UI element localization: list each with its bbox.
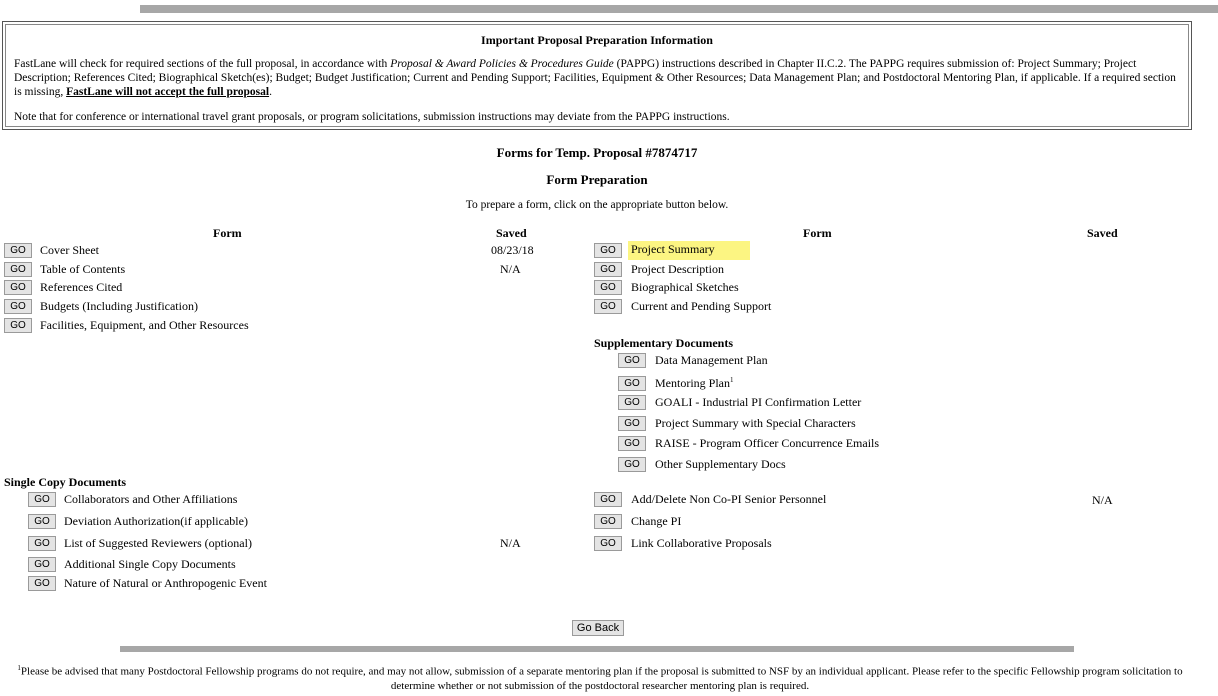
go-button-raise[interactable]: GO <box>618 436 646 451</box>
footnote-number: 1 <box>17 664 21 672</box>
project-summary-highlight: Project Summary <box>628 241 750 260</box>
go-button-special-characters[interactable]: GO <box>618 416 646 431</box>
go-button-senior-personnel[interactable]: GO <box>594 492 622 507</box>
form-label-table-of-contents: Table of Contents <box>40 262 126 276</box>
supp-label-mentoring-plan <box>655 376 734 391</box>
saved-status-senior-personnel: N/A <box>1092 493 1113 507</box>
info-title: Important Proposal Preparation Information <box>481 33 713 47</box>
form-label-project-summary <box>631 242 750 257</box>
right-label-link-collaborative: Link Collaborative Proposals <box>631 536 772 550</box>
supp-label-raise: RAISE - Program Officer Concurrence Emails <box>655 436 880 450</box>
go-button-natural-event[interactable]: GO <box>28 576 56 591</box>
go-button-cover-sheet[interactable]: GO <box>4 243 32 258</box>
form-label-references-cited: References Cited <box>40 280 123 294</box>
form-label-cover-sheet: Cover Sheet <box>40 243 99 257</box>
single-label-natural-event: Nature of Natural or Anthropogenic Event <box>64 576 267 590</box>
go-button-suggested-reviewers[interactable]: GO <box>28 536 56 551</box>
top-divider <box>140 5 1218 13</box>
go-back-button[interactable]: Go Back <box>572 620 624 636</box>
left-saved-header: Saved <box>496 226 527 240</box>
forms-title: Forms for Temp. Proposal #7874717 <box>496 145 698 160</box>
go-button-deviation[interactable]: GO <box>28 514 56 529</box>
single-label-additional-single-copy: Additional Single Copy Documents <box>64 557 236 571</box>
saved-status-suggested-reviewers: N/A <box>500 536 521 550</box>
go-button-data-management-plan[interactable]: GO <box>618 353 646 368</box>
info-paragraph <box>14 57 1182 99</box>
info-box <box>2 21 1192 130</box>
mentoring-plan-text: Mentoring Plan <box>655 376 730 390</box>
right-label-change-pi: Change PI <box>631 514 682 528</box>
supp-label-special-characters: Project Summary with Special Characters <box>655 416 856 430</box>
right-saved-header: Saved <box>1087 226 1118 240</box>
info-text-end: . <box>269 86 272 98</box>
go-button-change-pi[interactable]: GO <box>594 514 622 529</box>
left-form-header: Form <box>213 226 242 240</box>
go-button-link-collaborative[interactable]: GO <box>594 536 622 551</box>
go-button-current-pending-support[interactable]: GO <box>594 299 622 314</box>
supp-label-data-management-plan: Data Management Plan <box>655 353 768 367</box>
supp-label-goali: GOALI - Industrial PI Confirmation Letter <box>655 395 862 409</box>
form-label-budgets: Budgets (Including Justification) <box>40 299 198 313</box>
go-button-goali[interactable]: GO <box>618 395 646 410</box>
go-button-biographical-sketches[interactable]: GO <box>594 280 622 295</box>
go-button-other-supplementary[interactable]: GO <box>618 457 646 472</box>
supplementary-title: Supplementary Documents <box>594 336 734 350</box>
go-button-references-cited[interactable]: GO <box>4 280 32 295</box>
pappg-title: Proposal & Award Policies & Procedures Guide <box>390 58 614 70</box>
go-button-mentoring-plan[interactable]: GO <box>618 376 646 391</box>
info-note: Note that for conference or international travel grant proposals, or program solicitations, submission instructions may deviate from the PAPPG instructions. <box>14 111 730 123</box>
single-copy-title: Single Copy Documents <box>4 475 127 489</box>
info-text-1: FastLane will check for required sections of the full proposal, in accordance with <box>14 58 391 70</box>
fastlane-warning: FastLane will not accept the full proposal <box>66 86 270 98</box>
instruction-text: To prepare a form, click on the appropriate button below. <box>465 199 729 211</box>
go-button-collaborators[interactable]: GO <box>28 492 56 507</box>
form-label-current-pending-support: Current and Pending Support <box>631 299 772 313</box>
go-button-facilities[interactable]: GO <box>4 318 32 333</box>
info-text-2: (PAPPG) instructions described in Chapter II.C.2. The PAPPG requires submission of: Project Summary; Project Description; References Cited; Biographical Sketch(es); Budget; Budget Justification; Current and Pending Support; Facilities, Equipment & Other Resources; Data Management Plan; and Postdoctoral Mentoring Plan, if applicable. If a required section is missing, <box>14 58 1176 98</box>
info-box-inner <box>5 24 1189 127</box>
footnote-marker: 1 <box>730 376 734 384</box>
single-label-deviation: Deviation Authorization(if applicable) <box>64 514 248 528</box>
saved-date-cover-sheet: 08/23/18 <box>491 243 534 257</box>
footnote-text: Please be advised that many Postdoctoral Fellowship programs do not require, and may not allow, submission of a separate mentoring plan if the proposal is submitted to NSF by an individual applicant. Please refer to the specific Fellowship program solicitation to determine whether or not submission of the postdoctoral researcher mentoring plan is required. <box>20 665 1183 692</box>
saved-status-table-of-contents: N/A <box>500 262 521 276</box>
bottom-divider <box>120 646 1074 652</box>
go-button-project-description[interactable]: GO <box>594 262 622 277</box>
form-label-project-description: Project Description <box>631 262 724 276</box>
go-button-table-of-contents[interactable]: GO <box>4 262 32 277</box>
go-button-additional-single-copy[interactable]: GO <box>28 557 56 572</box>
right-label-senior-personnel: Add/Delete Non Co-PI Senior Personnel <box>631 492 827 506</box>
single-label-suggested-reviewers: List of Suggested Reviewers (optional) <box>64 536 252 550</box>
supp-label-other-supplementary: Other Supplementary Docs <box>655 457 786 471</box>
go-button-project-summary[interactable]: GO <box>594 243 622 258</box>
go-button-budgets[interactable]: GO <box>4 299 32 314</box>
form-label-biographical-sketches: Biographical Sketches <box>631 280 739 294</box>
single-label-collaborators: Collaborators and Other Affiliations <box>64 492 238 506</box>
footnote <box>10 661 1190 693</box>
right-form-header: Form <box>803 226 832 240</box>
form-label-facilities: Facilities, Equipment, and Other Resources <box>40 318 249 332</box>
form-preparation-title: Form Preparation <box>546 172 648 187</box>
